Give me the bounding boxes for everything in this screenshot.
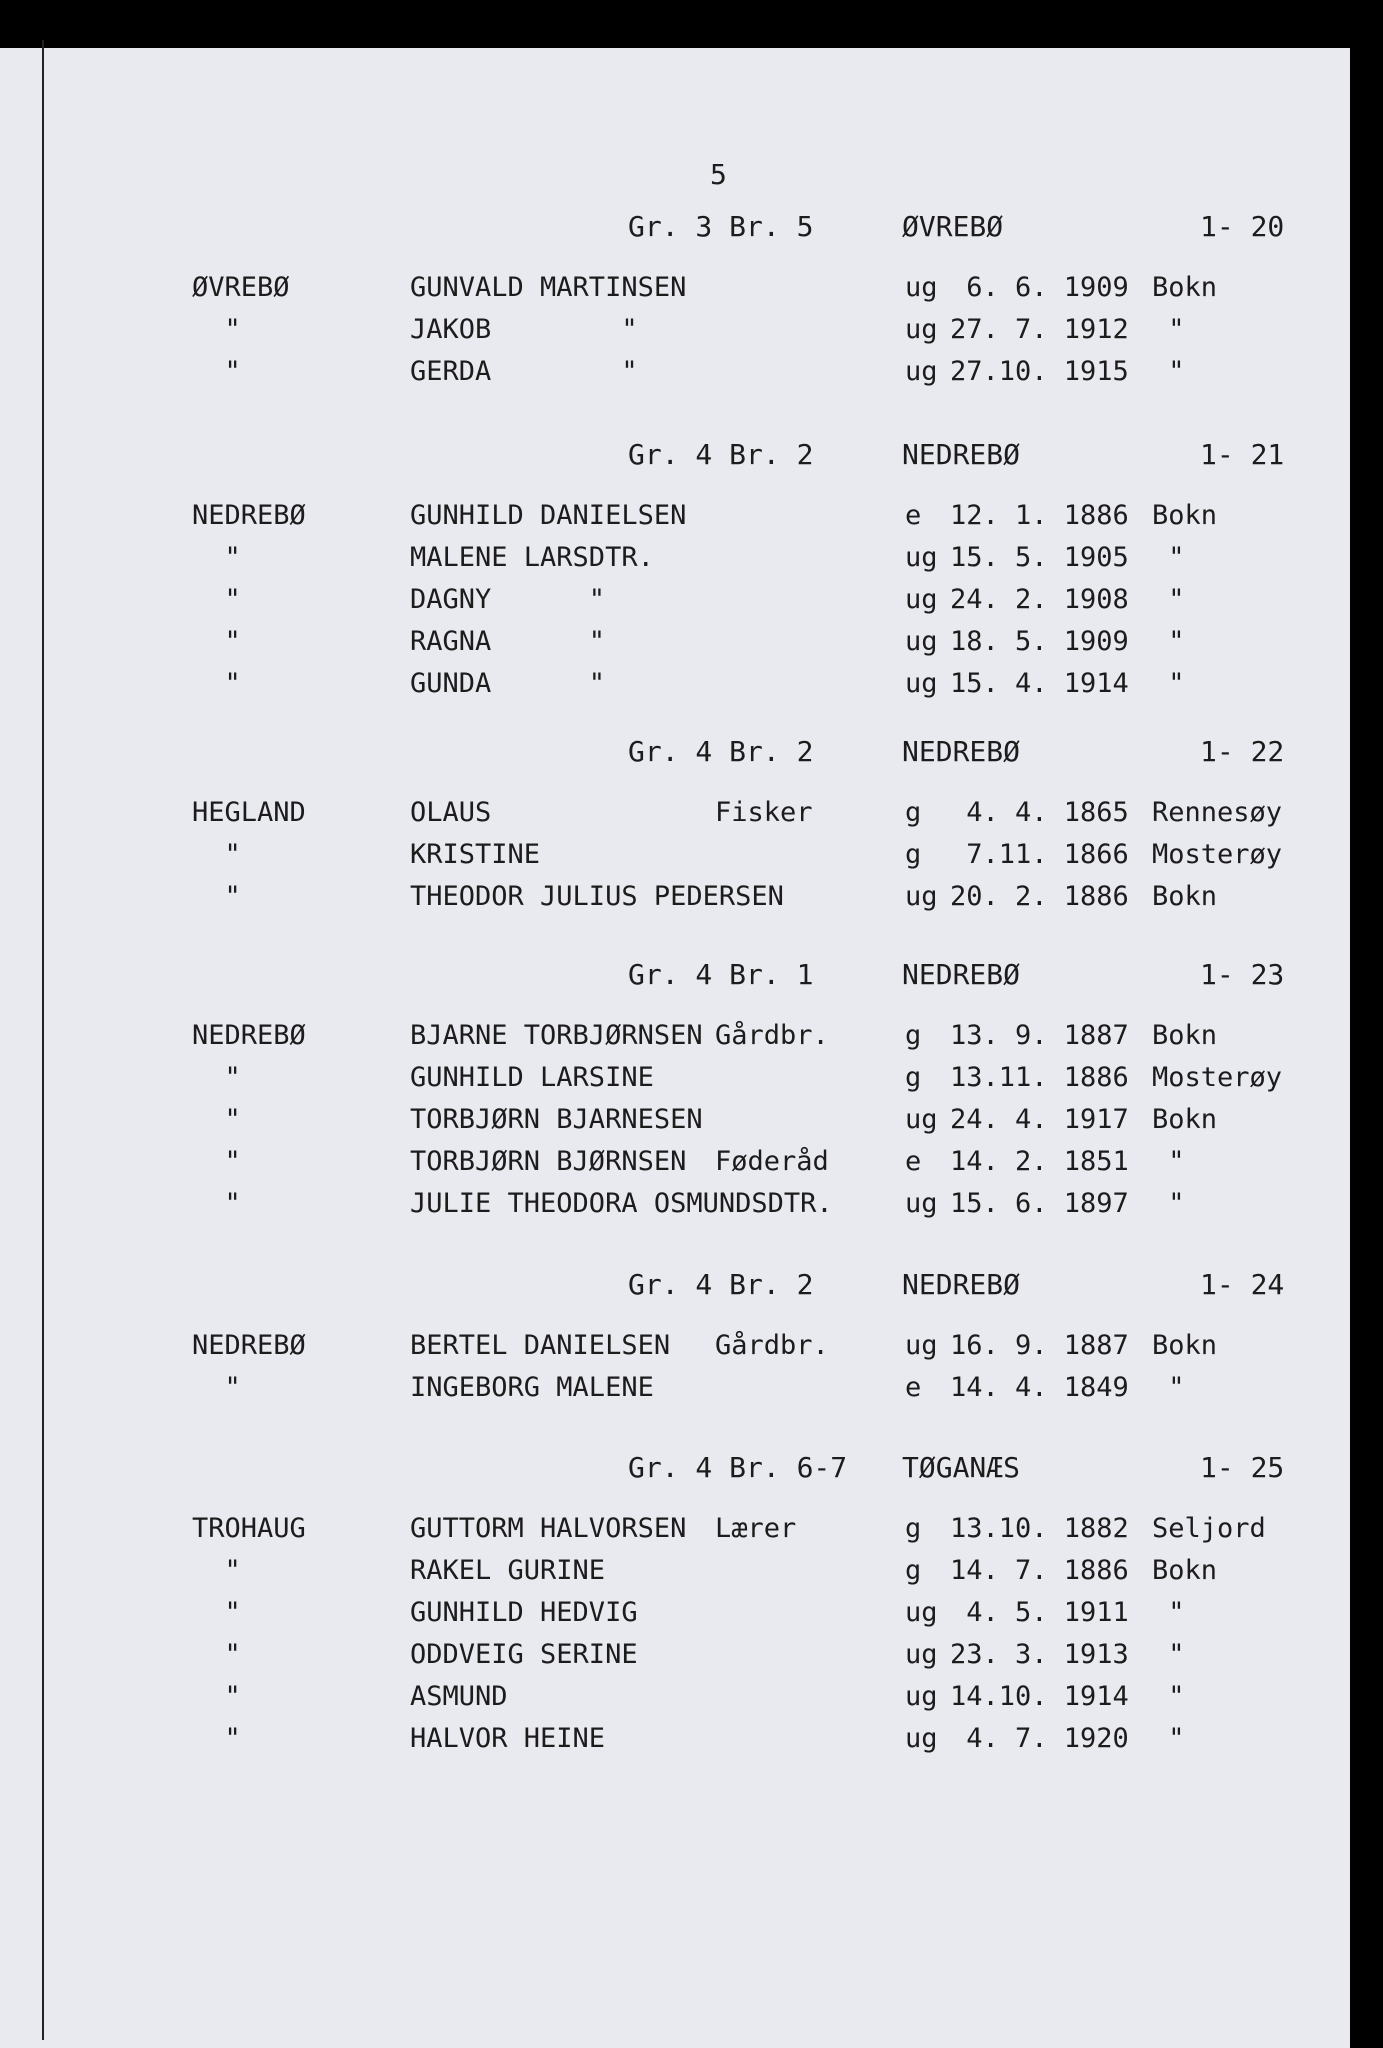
- register-row: [0, 626, 1350, 666]
- row-birth-date: 15. 5. 1905: [950, 542, 1129, 573]
- section-farm: ØVREBØ: [902, 210, 1004, 243]
- section-number: 1- 22: [1200, 735, 1285, 768]
- row-birth-place: ": [1152, 1723, 1185, 1754]
- section-farm: NEDREBØ: [902, 1268, 1021, 1301]
- row-name: THEODOR JULIUS PEDERSEN: [410, 881, 784, 912]
- row-civil-status: ug: [905, 1597, 938, 1628]
- row-farm: NEDREBØ: [192, 1330, 306, 1361]
- section-header: [0, 735, 1350, 775]
- row-name: ASMUND: [410, 1681, 508, 1712]
- row-birth-place: Bokn: [1152, 272, 1218, 303]
- row-birth-place: ": [1152, 1372, 1185, 1403]
- row-civil-status: ug: [905, 1639, 938, 1670]
- section-header: [0, 1268, 1350, 1308]
- page-number: 5: [710, 158, 727, 191]
- section-farm: TØGANÆS: [902, 1451, 1021, 1484]
- section-gr-br: Gr. 4 Br. 2: [628, 1268, 814, 1301]
- register-row: [0, 1555, 1350, 1595]
- row-civil-status: g: [905, 1555, 922, 1586]
- row-birth-place: ": [1152, 668, 1185, 699]
- row-civil-status: ug: [905, 272, 938, 303]
- register-row: [0, 1513, 1350, 1553]
- register-row: [0, 314, 1350, 354]
- row-farm: ": [192, 1062, 241, 1093]
- row-birth-place: ": [1152, 542, 1185, 573]
- row-birth-place: ": [1152, 1639, 1185, 1670]
- row-farm: ": [192, 1555, 241, 1586]
- row-birth-place: ": [1152, 1681, 1185, 1712]
- register-row: [0, 584, 1350, 624]
- row-name: KRISTINE: [410, 839, 541, 870]
- row-farm: ": [192, 584, 241, 615]
- row-birth-date: 4. 7. 1920: [950, 1723, 1129, 1754]
- scan-border-top: [0, 0, 1383, 48]
- section-gr-br: Gr. 4 Br. 2: [628, 438, 814, 471]
- row-farm: ": [192, 314, 241, 345]
- section-gr-br: Gr. 4 Br. 2: [628, 735, 814, 768]
- section-number: 1- 25: [1200, 1451, 1285, 1484]
- row-name: GERDA ": [410, 356, 638, 387]
- register-row: [0, 1723, 1350, 1763]
- row-name: MALENE LARSDTR.: [410, 542, 654, 573]
- register-row: [0, 1062, 1350, 1102]
- row-farm: ": [192, 626, 241, 657]
- row-farm: ": [192, 542, 241, 573]
- row-birth-place: ": [1152, 584, 1185, 615]
- section-header: [0, 958, 1350, 998]
- row-name: OLAUS: [410, 797, 492, 828]
- row-birth-place: ": [1152, 356, 1185, 387]
- row-farm: ": [192, 1723, 241, 1754]
- row-farm: ": [192, 1104, 241, 1135]
- register-row: [0, 356, 1350, 396]
- section-gr-br: Gr. 3 Br. 5: [628, 210, 814, 243]
- row-birth-place: Mosterøy: [1152, 1062, 1283, 1093]
- row-farm: ": [192, 881, 241, 912]
- register-row: [0, 797, 1350, 837]
- register-row: [0, 1146, 1350, 1186]
- row-birth-date: 15. 6. 1897: [950, 1188, 1129, 1219]
- row-civil-status: ug: [905, 584, 938, 615]
- register-row: [0, 1597, 1350, 1637]
- row-birth-place: Bokn: [1152, 1104, 1218, 1135]
- section-gr-br: Gr. 4 Br. 1: [628, 958, 814, 991]
- row-birth-date: 14.10. 1914: [950, 1681, 1129, 1712]
- row-civil-status: ug: [905, 881, 938, 912]
- section-header: [0, 438, 1350, 478]
- row-birth-date: 20. 2. 1886: [950, 881, 1129, 912]
- row-farm: HEGLAND: [192, 797, 306, 828]
- row-farm: ": [192, 839, 241, 870]
- row-birth-date: 6. 6. 1909: [950, 272, 1129, 303]
- row-birth-place: Mosterøy: [1152, 839, 1283, 870]
- register-row: [0, 1372, 1350, 1412]
- row-birth-date: 4. 5. 1911: [950, 1597, 1129, 1628]
- section-farm: NEDREBØ: [902, 438, 1021, 471]
- row-farm: NEDREBØ: [192, 500, 306, 531]
- section-farm: NEDREBØ: [902, 735, 1021, 768]
- row-birth-place: ": [1152, 1597, 1185, 1628]
- row-name: RAGNA ": [410, 626, 606, 657]
- row-name: GUTTORM HALVORSEN: [410, 1513, 687, 1544]
- row-name: JULIE THEODORA OSMUNDSDTR.: [410, 1188, 833, 1219]
- row-farm: ": [192, 1372, 241, 1403]
- row-farm: NEDREBØ: [192, 1020, 306, 1051]
- register-row: [0, 1104, 1350, 1144]
- row-occupation: Fisker: [715, 797, 813, 828]
- row-farm: ": [192, 1639, 241, 1670]
- row-birth-date: 13. 9. 1887: [950, 1020, 1129, 1051]
- register-row: [0, 1330, 1350, 1370]
- row-farm: ": [192, 668, 241, 699]
- row-birth-date: 14. 2. 1851: [950, 1146, 1129, 1177]
- section-gr-br: Gr. 4 Br. 6-7: [628, 1451, 848, 1484]
- row-occupation: Føderåd: [715, 1146, 829, 1177]
- register-row: [0, 1639, 1350, 1679]
- row-birth-place: Bokn: [1152, 1555, 1218, 1586]
- register-row: [0, 500, 1350, 540]
- row-birth-place: Rennesøy: [1152, 797, 1283, 828]
- row-name: HALVOR HEINE: [410, 1723, 606, 1754]
- row-birth-date: 4. 4. 1865: [950, 797, 1129, 828]
- row-name: JAKOB ": [410, 314, 638, 345]
- row-civil-status: e: [905, 1146, 922, 1177]
- row-civil-status: g: [905, 1062, 922, 1093]
- row-birth-date: 18. 5. 1909: [950, 626, 1129, 657]
- row-name: GUNDA ": [410, 668, 606, 699]
- row-civil-status: ug: [905, 668, 938, 699]
- register-row: [0, 839, 1350, 879]
- row-civil-status: g: [905, 797, 922, 828]
- row-civil-status: ug: [905, 542, 938, 573]
- row-name: GUNHILD HEDVIG: [410, 1597, 638, 1628]
- row-birth-place: ": [1152, 1146, 1185, 1177]
- register-row: [0, 881, 1350, 921]
- row-birth-date: 12. 1. 1886: [950, 500, 1129, 531]
- row-civil-status: ug: [905, 626, 938, 657]
- row-civil-status: ug: [905, 314, 938, 345]
- section-header: [0, 1451, 1350, 1491]
- row-name: BJARNE TORBJØRNSEN: [410, 1020, 703, 1051]
- row-farm: ": [192, 1188, 241, 1219]
- row-birth-date: 23. 3. 1913: [950, 1639, 1129, 1670]
- row-farm: ": [192, 356, 241, 387]
- register-row: [0, 1188, 1350, 1228]
- row-name: GUNVALD MARTINSEN: [410, 272, 687, 303]
- row-civil-status: ug: [905, 1104, 938, 1135]
- row-civil-status: ug: [905, 1681, 938, 1712]
- row-civil-status: g: [905, 1020, 922, 1051]
- row-name: BERTEL DANIELSEN: [410, 1330, 671, 1361]
- row-birth-place: ": [1152, 626, 1185, 657]
- row-birth-date: 16. 9. 1887: [950, 1330, 1129, 1361]
- row-name: GUNHILD DANIELSEN: [410, 500, 687, 531]
- row-civil-status: e: [905, 1372, 922, 1403]
- section-number: 1- 21: [1200, 438, 1285, 471]
- row-birth-place: Seljord: [1152, 1513, 1266, 1544]
- row-birth-date: 24. 2. 1908: [950, 584, 1129, 615]
- register-row: [0, 668, 1350, 708]
- row-birth-date: 27.10. 1915: [950, 356, 1129, 387]
- row-occupation: Lærer: [715, 1513, 797, 1544]
- row-birth-place: ": [1152, 1188, 1185, 1219]
- row-name: RAKEL GURINE: [410, 1555, 606, 1586]
- row-name: GUNHILD LARSINE: [410, 1062, 654, 1093]
- row-farm: ØVREBØ: [192, 272, 290, 303]
- section-number: 1- 23: [1200, 958, 1285, 991]
- row-civil-status: e: [905, 500, 922, 531]
- row-farm: ": [192, 1681, 241, 1712]
- register-row: [0, 272, 1350, 312]
- row-farm: ": [192, 1597, 241, 1628]
- section-header: [0, 210, 1350, 250]
- row-name: TORBJØRN BJØRNSEN: [410, 1146, 687, 1177]
- row-birth-place: Bokn: [1152, 881, 1218, 912]
- section-number: 1- 24: [1200, 1268, 1285, 1301]
- row-birth-place: Bokn: [1152, 1020, 1218, 1051]
- row-name: TORBJØRN BJARNESEN: [410, 1104, 703, 1135]
- row-birth-date: 7.11. 1866: [950, 839, 1129, 870]
- row-birth-date: 27. 7. 1912: [950, 314, 1129, 345]
- row-farm: TROHAUG: [192, 1513, 306, 1544]
- row-name: INGEBORG MALENE: [410, 1372, 654, 1403]
- row-name: DAGNY ": [410, 584, 606, 615]
- row-occupation: Gårdbr.: [715, 1020, 829, 1051]
- row-civil-status: ug: [905, 1330, 938, 1361]
- row-birth-date: 24. 4. 1917: [950, 1104, 1129, 1135]
- row-birth-place: Bokn: [1152, 500, 1218, 531]
- row-civil-status: g: [905, 839, 922, 870]
- register-row: [0, 1020, 1350, 1060]
- row-civil-status: ug: [905, 356, 938, 387]
- row-farm: ": [192, 1146, 241, 1177]
- row-birth-date: 13.11. 1886: [950, 1062, 1129, 1093]
- section-number: 1- 20: [1200, 210, 1285, 243]
- row-civil-status: ug: [905, 1188, 938, 1219]
- register-row: [0, 1681, 1350, 1721]
- row-birth-date: 15. 4. 1914: [950, 668, 1129, 699]
- row-birth-place: ": [1152, 314, 1185, 345]
- row-name: ODDVEIG SERINE: [410, 1639, 638, 1670]
- row-birth-date: 13.10. 1882: [950, 1513, 1129, 1544]
- row-civil-status: ug: [905, 1723, 938, 1754]
- row-civil-status: g: [905, 1513, 922, 1544]
- row-birth-date: 14. 4. 1849: [950, 1372, 1129, 1403]
- row-birth-place: Bokn: [1152, 1330, 1218, 1361]
- section-farm: NEDREBØ: [902, 958, 1021, 991]
- row-birth-date: 14. 7. 1886: [950, 1555, 1129, 1586]
- row-occupation: Gårdbr.: [715, 1330, 829, 1361]
- register-row: [0, 542, 1350, 582]
- scan-border-right: [1350, 0, 1383, 2048]
